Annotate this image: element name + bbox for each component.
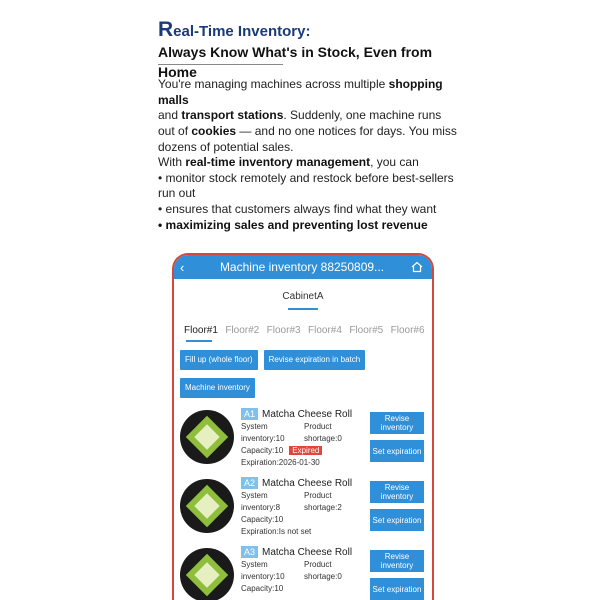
cabinet-tab[interactable]: CabinetA bbox=[282, 291, 324, 302]
revise-inventory-button[interactable]: Revise inventory bbox=[370, 550, 424, 572]
article-title: Real-Time Inventory: bbox=[158, 18, 311, 41]
tab-floor-5[interactable]: Floor#5 bbox=[349, 325, 384, 336]
product-image bbox=[180, 548, 234, 600]
floor-tabs bbox=[174, 325, 432, 336]
capacity-value: Capacity:10 bbox=[241, 584, 284, 593]
shortage-value: shortage:2 bbox=[304, 503, 342, 512]
tab-floor-6[interactable]: Floor#6 bbox=[390, 325, 425, 336]
home-icon[interactable] bbox=[408, 261, 426, 273]
intro-paragraph: You're managing machines across multiple shopping malls and transport stations. Suddenly, one machine runs out of cookies — and no one notices for days. You miss dozens of potential sales. bbox=[158, 77, 457, 154]
phone-screenshot bbox=[172, 253, 434, 600]
shortage-value: shortage:0 bbox=[304, 572, 342, 581]
list-item bbox=[174, 477, 432, 546]
capacity-value: Capacity:10 bbox=[241, 515, 284, 524]
inventory-value: inventory:8 bbox=[241, 503, 281, 512]
tab-floor-4[interactable]: Floor#4 bbox=[307, 325, 342, 336]
machine-inventory-button[interactable]: Machine inventory bbox=[180, 378, 255, 398]
inventory-value: inventory:10 bbox=[241, 434, 285, 443]
tab-floor-2[interactable]: Floor#2 bbox=[225, 325, 260, 336]
revise-inventory-button[interactable]: Revise inventory bbox=[370, 481, 424, 503]
product-name: Matcha Cheese Roll bbox=[262, 408, 353, 420]
system-label: System bbox=[241, 560, 268, 569]
system-label: System bbox=[241, 491, 268, 500]
product-image bbox=[180, 410, 234, 464]
shortage-value: shortage:0 bbox=[304, 434, 342, 443]
revise-expiration-batch-button[interactable]: Revise expiration in batch bbox=[264, 350, 366, 370]
list-item bbox=[174, 408, 432, 477]
capacity-value: Capacity:10 bbox=[241, 446, 284, 455]
benefit-item: • ensures that customers always find what they want bbox=[158, 202, 437, 217]
tab-floor-1[interactable]: Floor#1 bbox=[184, 325, 218, 336]
benefit-item: • maximizing sales and preventing lost revenue bbox=[158, 217, 428, 232]
title-divider bbox=[158, 64, 283, 65]
inventory-value: inventory:10 bbox=[241, 572, 285, 581]
slot-badge: A2 bbox=[241, 477, 258, 489]
benefit-item: • monitor stock remotely and restock before best-sellers run out bbox=[158, 170, 454, 201]
expiration-value: Expiration:2026-01-30 bbox=[241, 458, 320, 467]
article-headline bbox=[158, 20, 458, 82]
inventory-list bbox=[174, 408, 432, 600]
cabinet-tab-indicator bbox=[288, 308, 318, 310]
expired-badge: Expired bbox=[289, 446, 322, 455]
product-label: Product bbox=[304, 560, 332, 569]
system-label: System bbox=[241, 422, 268, 431]
tab-floor-3[interactable]: Floor#3 bbox=[266, 325, 301, 336]
set-expiration-button[interactable]: Set expiration bbox=[370, 440, 424, 462]
app-title: Machine inventory 88250809... bbox=[219, 260, 385, 274]
product-name: Matcha Cheese Roll bbox=[262, 477, 353, 489]
app-bar bbox=[174, 255, 432, 279]
set-expiration-button[interactable]: Set expiration bbox=[370, 578, 424, 600]
set-expiration-button[interactable]: Set expiration bbox=[370, 509, 424, 531]
benefits-paragraph: With real-time inventory management, you can • monitor stock remotely and restock before best-sellers run out • ensures that customers always find what they want • maximizing sales and preventing lost revenue bbox=[158, 155, 458, 234]
fill-up-button[interactable]: Fill up (whole floor) bbox=[180, 350, 258, 370]
product-label: Product bbox=[304, 491, 332, 500]
article-subtitle: Always Know What's in Stock, Even from Home bbox=[158, 44, 433, 80]
slot-badge: A3 bbox=[241, 546, 258, 558]
slot-badge: A1 bbox=[241, 408, 258, 420]
revise-inventory-button[interactable]: Revise inventory bbox=[370, 412, 424, 434]
list-item bbox=[174, 546, 432, 600]
product-label: Product bbox=[304, 422, 332, 431]
chevron-left-icon[interactable]: ‹ bbox=[180, 259, 185, 275]
product-image bbox=[180, 479, 234, 533]
expiration-value: Expiration:Is not set bbox=[241, 527, 312, 536]
floor-tab-indicator bbox=[186, 340, 212, 342]
product-name: Matcha Cheese Roll bbox=[262, 546, 353, 558]
